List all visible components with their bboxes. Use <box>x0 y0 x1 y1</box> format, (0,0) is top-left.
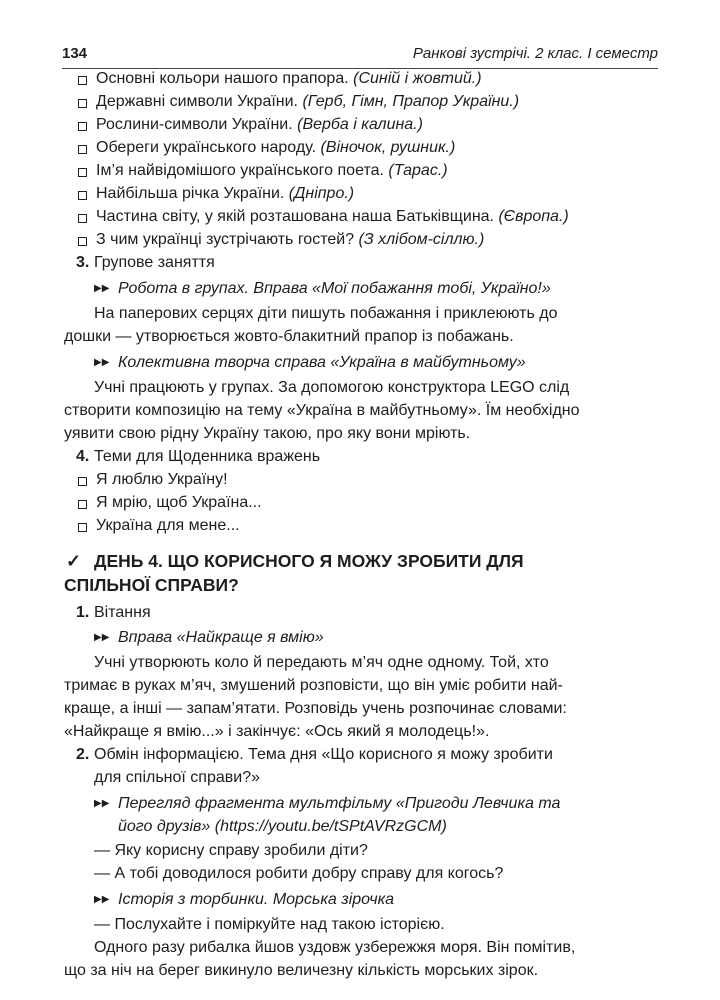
double-arrow-icon: ▶▶ <box>94 283 110 294</box>
question-text: — Яку корисну справу зробили діти? <box>94 842 368 859</box>
item-text: Ім’я найвідомішого українського поета. <box>96 162 389 179</box>
heading-line: СПІЛЬНОЇ СПРАВИ? <box>64 575 239 595</box>
checkbox-icon <box>78 145 87 154</box>
question-text: — А тобі доводилося робити добру справу для когось? <box>94 865 504 882</box>
double-arrow-icon: ▶▶ <box>94 894 110 905</box>
section-title: Групове заняття <box>94 254 215 271</box>
checkbox-icon <box>78 99 87 108</box>
item-text: Я люблю Україну! <box>96 471 228 488</box>
task-title: його друзів» (https://youtu.be/tSPtAVRzGCM) <box>118 818 447 835</box>
paragraph-text: Одного разу рибалка йшов уздовж узбережжя моря. Він помітив, <box>94 939 576 956</box>
checkbox-icon <box>78 523 87 532</box>
section-number: 4. <box>76 448 90 465</box>
paragraph-text: На паперових серцях діти пишуть побажання і приклеюють до <box>94 305 558 322</box>
checkbox-icon <box>78 237 87 246</box>
item-answer: (Віночок, рушник.) <box>320 139 456 156</box>
page-header <box>62 36 658 69</box>
double-arrow-icon: ▶▶ <box>94 632 110 643</box>
question-text: — Послухайте і поміркуйте над такою історією. <box>94 916 445 933</box>
checkbox-icon <box>78 76 87 85</box>
section-number: 2. <box>76 746 90 763</box>
section-number: 3. <box>76 254 90 271</box>
task-title: Історія з торбинки. Морська зірочка <box>118 891 395 908</box>
item-text: Найбільша річка України. <box>96 185 289 202</box>
item-text: Частина світу, у якій розташована наша Батьківщина. <box>96 208 499 225</box>
paragraph-text: що за ніч на берег викинуло величезну кількість морських зірок. <box>64 962 539 979</box>
paragraph-text: тримає в руках м’яч, змушений розповісти, що він уміє робити най- <box>64 677 563 694</box>
section-title: Теми для Щоденника вражень <box>94 448 321 465</box>
paragraph-text: Учні працюють у групах. За допомогою конструктора LEGO слід <box>94 379 570 396</box>
running-title: Ранкові зустрічі. 2 клас. І семестр <box>412 45 658 62</box>
item-answer: (Тарас.) <box>388 162 448 179</box>
checkbox-icon <box>78 191 87 200</box>
task-title: Вправа «Найкраще я вмію» <box>118 629 324 646</box>
checkmark-icon: ✓ <box>66 551 82 571</box>
item-answer: (Герб, Гімн, Прапор України.) <box>302 93 520 110</box>
paragraph-text: уявити свою рідну Україну такою, про яку вони мріють. <box>64 425 471 442</box>
item-text: З чим українці зустрічають гостей? <box>96 231 359 248</box>
item-answer: (Синій і жовтий.) <box>353 70 482 87</box>
item-text: Рослини-символи України. <box>96 116 298 133</box>
item-text: Державні символи України. <box>96 93 303 110</box>
item-answer: (З хлібом-сіллю.) <box>358 231 485 248</box>
item-answer: (Верба і калина.) <box>297 116 423 133</box>
section-title: Обмін інформацією. Тема дня «Що корисного я можу зробити <box>94 746 553 763</box>
checkbox-icon <box>78 168 87 177</box>
checkbox-icon <box>78 122 87 131</box>
paragraph-text: краще, а інші — запам’ятати. Розповідь учень розпочинає словами: <box>64 700 567 717</box>
page-number: 134 <box>62 45 88 62</box>
checkbox-icon <box>78 500 87 509</box>
item-text: Я мрію, щоб Україна... <box>96 494 262 511</box>
item-answer: (Дніпро.) <box>288 185 355 202</box>
paragraph-text: створити композицію на тему «Україна в майбутньому». Їм необхідно <box>64 402 580 419</box>
item-text: Основні кольори нашого прапора. <box>96 70 354 87</box>
paragraph-text: дошки — утворюється жовто-блакитний прапор із побажань. <box>64 328 514 345</box>
checkbox-icon <box>78 477 87 486</box>
double-arrow-icon: ▶▶ <box>94 798 110 809</box>
double-arrow-icon: ▶▶ <box>94 357 110 368</box>
task-title: Колективна творча справа «Україна в майбутньому» <box>118 354 526 371</box>
section-number: 1. <box>76 604 90 621</box>
section-title: Вітання <box>94 604 151 621</box>
item-text: Обереги українського народу. <box>96 139 321 156</box>
paragraph-text: Учні утворюють коло й передають м’яч одне одному. Той, хто <box>94 654 549 671</box>
task-title: Перегляд фрагмента мультфільму «Пригоди Левчика та <box>118 795 561 812</box>
checkbox-icon <box>78 214 87 223</box>
heading-line: ДЕНЬ 4. ЩО КОРИСНОГО Я МОЖУ ЗРОБИТИ ДЛЯ <box>94 551 524 571</box>
paragraph-text: «Найкраще я вмію...» і закінчує: «Ось який я молодець!». <box>64 723 490 740</box>
task-title: Робота в групах. Вправа «Мої побажання тобі, Україно!» <box>118 280 551 297</box>
section-title: для спільної справи?» <box>94 769 260 786</box>
item-text: Україна для мене... <box>96 517 240 534</box>
item-answer: (Європа.) <box>498 208 569 225</box>
